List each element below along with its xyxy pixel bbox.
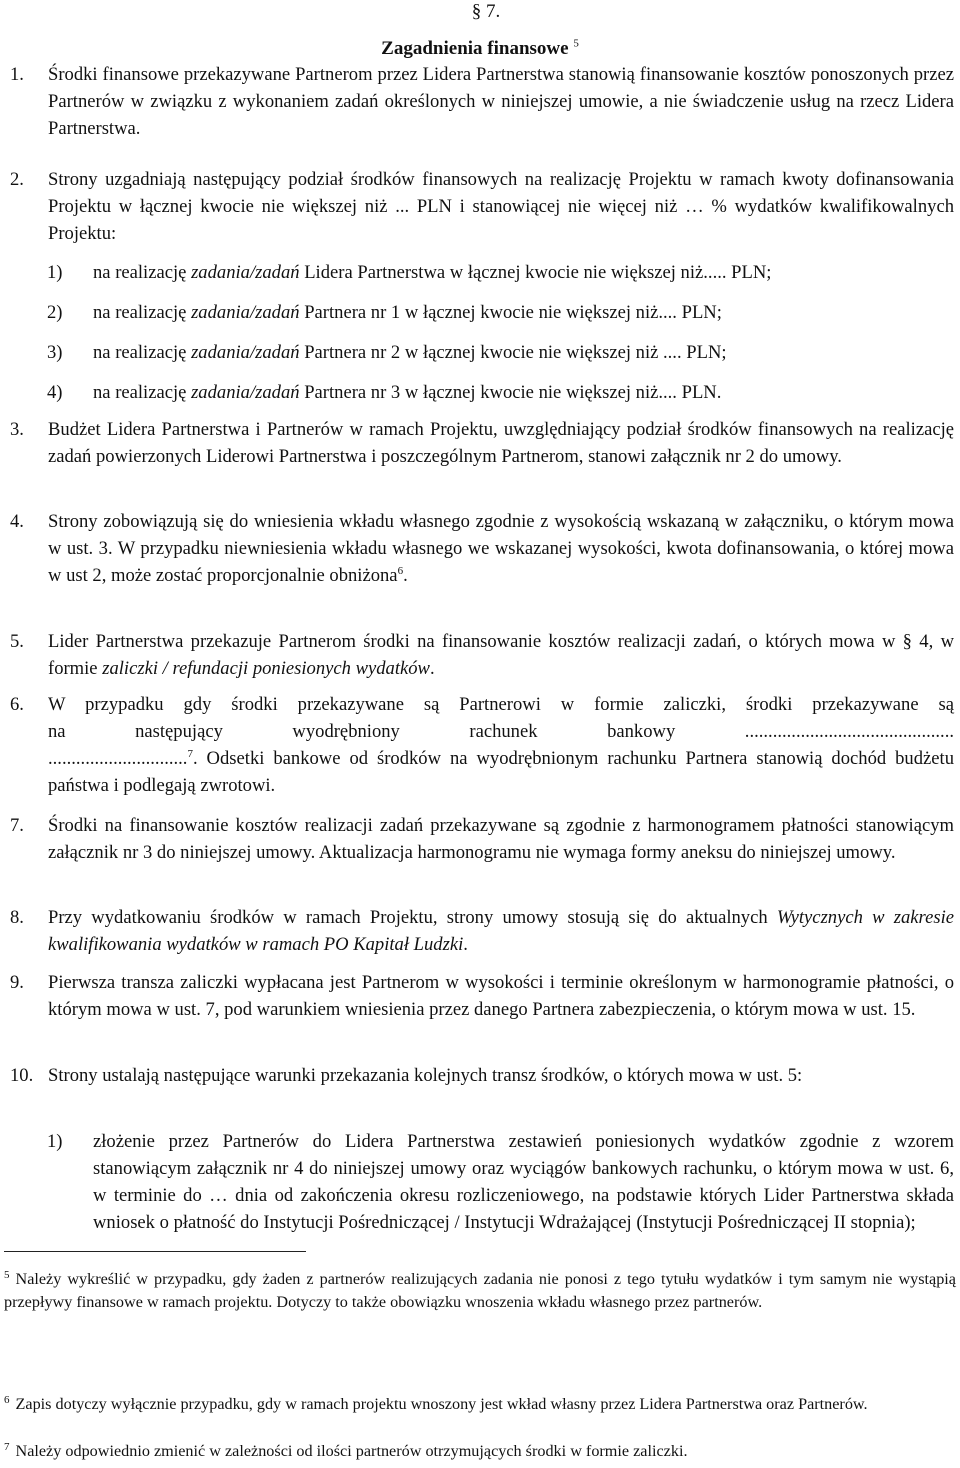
footnote-ref-5: 5 <box>573 37 579 50</box>
paragraph-number: 6. <box>10 694 24 715</box>
paragraph-2-item-3 <box>47 339 954 366</box>
paragraph-text: Strony uzgadniają następujący podział środków finansowych na realizację Projektu w ramach kwoty dofinansowania Projektu w łącznej kwocie nie większej niż ... PLN i stanowiącej nie więcej niż … % wydatków kwalifikowalnych Projektu: <box>48 169 954 244</box>
paragraph-text: Środki na finansowanie kosztów realizacji zadań przekazywane są zgodnie z harmonogramem płatności stanowiącym załącznik nr 3 do niniejszej umowy. Aktualizacja harmonogramu nie wymaga formy aneksu do niniejszej umowy. <box>48 815 954 863</box>
section-number: § 7. <box>471 1 501 22</box>
paragraph-text: Lider Partnerstwa przekazuje Partnerom środki na finansowanie kosztów realizacji zadań, o których mowa w § 4, w formie zaliczki / refundacji poniesionych wydatków. <box>48 631 954 679</box>
footnote-6: $^6$ Zapis dotyczy wyłącznie przypadku, gdy w ramach projektu wnoszony jest wkład własny przez Lidera Partnerstwa oraz Partnerów. <box>4 1393 868 1413</box>
paragraph-text: W przypadku gdy środki przekazywane są Partnerowi w formie zaliczki, środki przekazywane są na następujący wyodrębniony rachunek bankowy ............................................. ..............................$^7$. Odsetki bankowe od środków na wyodrębnionym rachunku Partnera stanowią dochód budżetu państwa i podlegają zwrotowi. <box>48 694 954 796</box>
paragraph-7 <box>10 812 954 866</box>
paragraph-text: Strony ustalają następujące warunki przekazania kolejnych transz środków, o których mowa w ust. 5: <box>48 1065 803 1086</box>
paragraph-text: Budżet Lidera Partnerstwa i Partnerów w ramach Projektu, uwzględniający podział środków finansowych na realizację zadań powierzonych Liderowi Partnerstwa i poszczególnym Partnerom, stanowi załącznik nr 2 do umowy. <box>48 419 954 467</box>
paragraph-number: 3. <box>10 419 24 440</box>
paragraph-2 <box>10 166 954 247</box>
item-text: na realizację zadania/zadań Partnera nr 3 w łącznej kwocie nie większej niż.... PLN. <box>93 382 722 403</box>
paragraph-text: Strony zobowiązują się do wniesienia wkładu własnego zgodnie z wysokością wskazaną w załączniku, o którym mowa w ust. 3. W przypadku niewniesienia wkładu własnego we wskazanej wysokości, kwota dofinansowania, o której mowa w ust 2, może zostać proporcjonalnie obniżona$^6$. <box>48 511 954 586</box>
paragraph-number: 2. <box>10 169 24 190</box>
paragraph-9 <box>10 969 954 1023</box>
paragraph-text: Przy wydatkowaniu środków w ramach Projektu, strony umowy stosują się do aktualnych Wytycznych w zakresie kwalifikowania wydatków w ramach PO Kapitał Ludzki. <box>48 907 954 955</box>
footnote-5: $^5$ Należy wykreślić w przypadku, gdy żaden z partnerów realizujących zadania nie ponosi z tego tytułu wydatków i tym samym nie wystąpią przepływy finansowe w ramach projektu. Dotyczy to także obowiązku wnoszenia wkładu własnego przez partnerów. <box>4 1268 956 1311</box>
paragraph-number: 10. <box>10 1065 34 1086</box>
item-number: 4) <box>47 382 63 403</box>
paragraph-1 <box>10 61 954 142</box>
paragraph-number: 8. <box>10 907 24 928</box>
paragraph-text: Środki finansowe przekazywane Partnerom przez Lidera Partnerstwa stanowią finansowanie kosztów ponoszonych przez Partnerów w związku z wykonaniem zadań określonych w niniejszej umowie, a nie świadczenie usług na rzecz Lidera Partnerstwa. <box>48 64 954 139</box>
paragraph-number: 5. <box>10 631 24 652</box>
paragraph-6 <box>10 691 954 799</box>
item-number: 1) <box>47 262 63 283</box>
item-number: 1) <box>47 1131 63 1152</box>
paragraph-number: 7. <box>10 815 24 836</box>
paragraph-text: Pierwsza transza zaliczki wypłacana jest Partnerom w wysokości i terminie określonym w harmonogramie płatności, o którym mowa w ust. 7, pod warunkiem wniesienia przez danego Partnera zabezpieczenia, o którym mowa w ust. 15. <box>48 972 954 1020</box>
paragraph-8 <box>10 904 954 958</box>
item-text: na realizację zadania/zadań Partnera nr 2 w łącznej kwocie nie większej niż .... PLN; <box>93 342 727 363</box>
paragraph-number: 9. <box>10 972 24 993</box>
paragraph-10-item-1 <box>47 1128 954 1236</box>
paragraph-number: 4. <box>10 511 24 532</box>
item-text: złożenie przez Partnerów do Lidera Partnerstwa zestawień poniesionych wydatków zgodnie z wzorem stanowiącym załącznik nr 4 do niniejszej umowy oraz wyciągów bankowych rachunku, o którym mowa w ust. 6, w terminie do … dnia od zakończenia okresu rozliczeniowego, na podstawie których Lider Partnerstwa składa wniosek o płatność do Instytucji Pośredniczącej / Instytucji Wdrażającej (Instytucji Pośredniczącej II stopnia); <box>93 1131 954 1233</box>
paragraph-10 <box>10 1062 954 1089</box>
item-number: 2) <box>47 302 63 323</box>
footnote-separator <box>4 1251 306 1252</box>
item-text: na realizację zadania/zadań Lidera Partnerstwa w łącznej kwocie nie większej niż..... PLN; <box>93 262 772 283</box>
paragraph-number: 1. <box>10 64 24 85</box>
paragraph-2-item-2 <box>47 299 954 326</box>
footnote-ref-7: 7 <box>187 747 193 760</box>
paragraph-4 <box>10 508 954 589</box>
item-text: na realizację zadania/zadań Partnera nr 1 w łącznej kwocie nie większej niż.... PLN; <box>93 302 722 323</box>
paragraph-5 <box>10 628 954 682</box>
section-title: Zagadnienia finansowe $^5$ <box>381 37 579 59</box>
item-number: 3) <box>47 342 63 363</box>
paragraph-2-item-1 <box>47 259 954 286</box>
footnote-7: $^7$ Należy odpowiednio zmienić w zależności od ilości partnerów otrzymujących środki w formie zaliczki. <box>4 1440 688 1460</box>
paragraph-2-item-4 <box>47 379 954 406</box>
footnote-ref-6: 6 <box>397 564 404 577</box>
paragraph-3 <box>10 416 954 470</box>
